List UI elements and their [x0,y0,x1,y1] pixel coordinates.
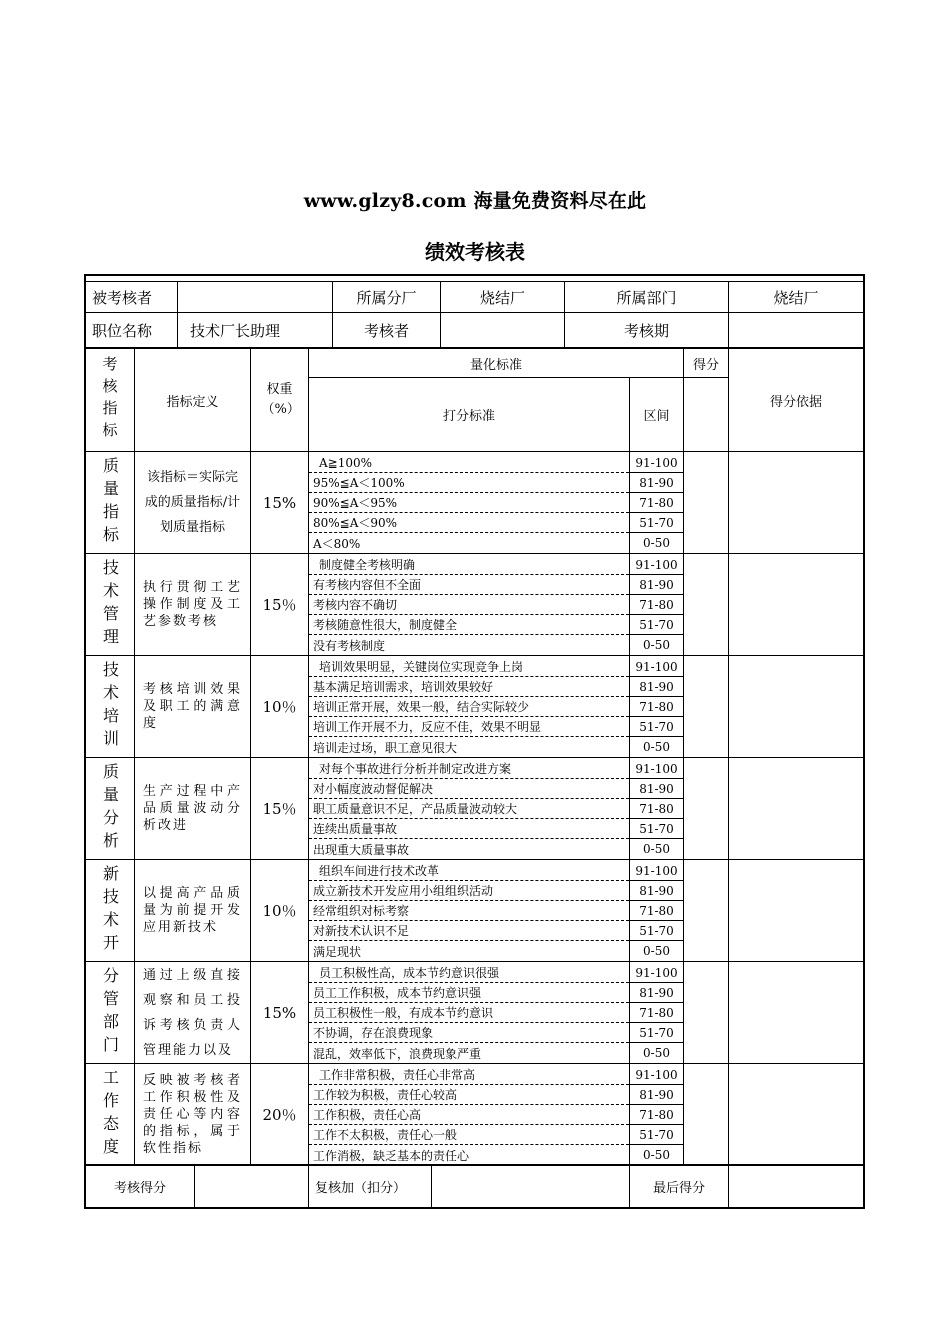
criterion-line [309,615,629,635]
criterion-line-text: 考核内容不确切 [313,598,398,612]
criterion-line-text: 员工积极性高，成本节约意识很强 [319,966,500,980]
criterion-line [309,493,629,513]
range-value-text: 81-90 [639,883,674,898]
range-value-text: 71-80 [639,801,674,816]
criterion-line-text: 培训工作开展不力，反应不佳，效果不明显 [313,720,542,734]
range-value-text: 81-90 [639,577,674,592]
range-value [630,1043,683,1063]
criterion-line [309,555,629,575]
criterion-line [309,473,629,493]
range-value [630,901,683,921]
row-basis-field-6[interactable] [729,1064,863,1165]
criterion-line [309,575,629,595]
row-indicator-2 [86,656,134,757]
range-value [630,759,683,779]
range-value [630,839,683,859]
criterion-line [309,963,629,983]
range-value-text: 51-70 [639,719,674,734]
range-value [630,1105,683,1125]
criterion-line-text: 工作不太积极，责任心一般 [313,1128,458,1142]
range-value [630,779,683,799]
row-score-field-6[interactable] [684,1064,728,1165]
range-value [630,657,683,677]
range-value-text: 91-100 [635,455,678,470]
range-value [630,983,683,1003]
row-definition-0-text: 该指标＝实际完成的质量指标/计划质量指标 [144,470,241,535]
evaluator-label-text: 考核者 [363,321,409,340]
criterion-line [309,881,629,901]
criterion-line-text: 职工质量意识不足，产品质量波动较大 [313,802,518,816]
position-value-text: 技术厂长助理 [190,321,281,340]
range-value [630,941,683,961]
evaluator-label [333,313,440,347]
criterion-line [309,901,629,921]
row-weight-4-text: 10％ [262,902,297,920]
review-adjust-field[interactable] [432,1166,629,1207]
row-weight-5-text: 15% [262,1003,297,1022]
col-definition-header [135,349,250,451]
range-value-text: 81-90 [639,1087,674,1102]
range-value [630,717,683,737]
criterion-line-text: 工作非常积极，责任心非常高 [319,1068,476,1082]
criterion-line-text: 工作消极，缺乏基本的责任心 [313,1148,470,1163]
criterion-line [309,657,629,677]
row-weight-2-text: 10％ [262,698,297,716]
final-score-field[interactable] [729,1166,863,1207]
evaluation-sheet [84,274,865,1209]
evaluatee-label [86,282,177,312]
row-score-field-5[interactable] [684,962,728,1063]
range-value-text: 0-50 [643,1046,670,1060]
range-value-text: 51-70 [639,821,674,836]
col-definition-header-text: 指标定义 [166,394,219,410]
criterion-line-text: 对小幅度波动督促解决 [313,782,434,796]
range-value-text: 71-80 [639,597,674,612]
criterion-line-text: 对每个事故进行分析并制定改进方案 [319,762,512,776]
range-value [630,533,683,553]
final-score-label-text: 最后得分 [652,1181,705,1196]
position-label-text: 职位名称 [92,321,153,340]
row-indicator-3 [86,758,134,859]
period-label-text: 考核期 [623,321,669,340]
total-score-label [86,1166,194,1207]
row-indicator-text: 新技术开 [100,864,120,957]
evaluatee-label-text: 被考核者 [92,288,153,307]
criterion-line [309,1023,629,1043]
row-basis-field-4[interactable] [729,860,863,961]
range-value-text: 71-80 [639,1005,674,1020]
col-range-header-text: 区间 [643,409,670,424]
criterion-line [309,1125,629,1145]
criterion-line-text: 培训效果明显，关键岗位实现竞争上岗 [319,660,524,674]
range-value [630,677,683,697]
col-quant-header [309,349,683,377]
branch-value [441,282,564,312]
row-indicator-5 [86,962,134,1063]
criterion-line [309,819,629,839]
range-value-text: 0-50 [643,842,670,856]
site-watermark-line: www.glzy8.com 海量免费资料尽在此 [303,190,647,212]
criterion-line-text: 工作积极，责任心高 [313,1108,422,1122]
range-value [630,799,683,819]
range-value [630,555,683,575]
range-value-text: 91-100 [635,557,678,572]
range-value-text: 51-70 [639,1025,674,1040]
col-weight-header [251,349,308,451]
range-value [630,881,683,901]
row-definition-4-text: 以提高产品质量为前提开发应用新技术 [143,886,242,935]
row-indicator-text: 质量指标 [100,456,120,549]
range-value-text: 81-90 [639,475,674,490]
range-value-text: 0-50 [643,536,670,550]
row-weight-6-text: 20％ [262,1106,297,1124]
range-value [630,963,683,983]
criterion-line [309,453,629,473]
range-value-text: 0-50 [643,740,670,754]
range-value [630,737,683,757]
branch-label-text: 所属分厂 [356,288,417,307]
row-indicator-1 [86,554,134,655]
col-scoring-header-text: 打分标准 [442,409,495,424]
range-value-text: 81-90 [639,781,674,796]
row-weight-4 [251,860,308,961]
range-value [630,453,683,473]
col-basis-header-text: 得分依据 [769,394,822,410]
range-value-text: 91-100 [635,1067,678,1082]
branch-label [333,282,440,312]
criterion-line-text: 不协调，存在浪费现象 [313,1026,434,1040]
criterion-line-text: 经常组织对标考察 [313,904,410,918]
criterion-line [309,1145,629,1165]
criterion-line-text: 满足现状 [313,944,362,959]
range-value [630,1065,683,1085]
position-label [86,313,177,347]
row-definition-5 [135,962,250,1063]
range-value [630,1085,683,1105]
range-value-text: 71-80 [639,699,674,714]
row-weight-0 [251,452,308,553]
criterion-line [309,1043,629,1063]
col-weight-header-text: 权重（%） [261,382,300,417]
col-indicator-text: 考核指标 [100,356,119,444]
criterion-line-text: 基本满足培训需求，培训效果较好 [313,680,494,694]
criterion-line-text: 混乱，效率低下，浪费现象严重 [313,1046,482,1061]
row-score-field-0[interactable] [684,452,728,553]
evaluatee-field[interactable] [178,282,332,312]
position-value [178,313,332,347]
row-weight-3 [251,758,308,859]
criterion-line [309,941,629,961]
range-value [630,473,683,493]
range-value-text: 91-100 [635,965,678,980]
row-basis-field-5[interactable] [729,962,863,1063]
criterion-line-text: 连续出质量事故 [313,822,398,836]
row-definition-6 [135,1064,250,1165]
criterion-line [309,595,629,615]
range-value [630,635,683,655]
row-indicator-4 [86,860,134,961]
criterion-line [309,697,629,717]
criterion-line [309,1003,629,1023]
range-value-text: 91-100 [635,659,678,674]
row-definition-3 [135,758,250,859]
row-definition-1 [135,554,250,655]
range-value-text: 81-90 [639,985,674,1000]
criterion-line [309,759,629,779]
criterion-line [309,533,629,553]
criterion-line [309,717,629,737]
row-indicator-0 [86,452,134,553]
range-value [630,493,683,513]
row-score-field-2[interactable] [684,656,728,757]
range-value-text: 0-50 [643,638,670,652]
criterion-line [309,635,629,655]
criterion-line-text: 90%≦A＜95% [313,496,398,510]
criterion-line-text: A≧100% [319,455,373,470]
row-score-field-4[interactable] [684,860,728,961]
criterion-line-text: 出现重大质量事故 [313,842,410,857]
range-value-text: 51-70 [639,515,674,530]
row-definition-2-text: 考核培训效果及职工的满意度 [143,682,242,731]
criterion-line [309,921,629,941]
range-value [630,921,683,941]
criterion-line [309,677,629,697]
criterion-line-text: 成立新技术开发应用小组组织活动 [313,884,494,898]
col-basis-header [729,349,863,451]
row-weight-1-text: 15％ [262,596,297,614]
col-scoring-header [309,378,629,451]
period-label [565,313,728,347]
criterion-line [309,1085,629,1105]
range-value-text: 0-50 [643,1148,670,1162]
row-weight-0-text: 15% [262,493,297,512]
row-indicator-text: 工作态度 [100,1068,120,1161]
branch-value-text: 烧结厂 [479,288,525,307]
dept-value [729,282,863,312]
col-indicator-header [86,349,134,451]
criterion-line-text: 没有考核制度 [313,638,386,653]
range-value [630,1125,683,1145]
row-indicator-text: 技术管理 [100,558,120,651]
range-value [630,615,683,635]
criterion-line-text: 对新技术认识不足 [313,924,410,938]
criterion-line-text: 有考核内容但不全面 [313,578,422,592]
range-value [630,819,683,839]
range-value [630,697,683,717]
row-indicator-text: 技术培训 [100,660,120,753]
criterion-line [309,1105,629,1125]
range-value-text: 51-70 [639,1127,674,1142]
criterion-line-text: 95%≦A＜100% [313,476,405,490]
row-definition-2 [135,656,250,757]
row-basis-field-1[interactable] [729,554,863,655]
row-definition-1-text: 执行贯彻工艺操作制度及工艺参数考核 [143,580,242,629]
review-adjust-label-text: 复核加（扣分） [315,1181,407,1196]
col-score-header [684,349,728,377]
row-definition-3-text: 生产过程中产品质量波动分析改进 [143,784,242,833]
range-value-text: 0-50 [643,944,670,958]
row-definition-6-text: 反映被考核者工作积极性及责任心等内容的指标，属于软性指标 [143,1073,242,1156]
row-weight-1 [251,554,308,655]
total-score-field[interactable] [195,1166,308,1207]
criterion-line [309,1065,629,1085]
criterion-line-text: 培训走过场，职工意见很大 [313,740,458,755]
col-range-header [630,378,683,451]
range-value [630,595,683,615]
range-value [630,513,683,533]
range-value-text: 91-100 [635,863,678,878]
criterion-line [309,861,629,881]
final-score-label [630,1166,728,1207]
range-value [630,1003,683,1023]
row-definition-0 [135,452,250,553]
criterion-line-text: 员工工作积极，成本节约意识强 [313,986,482,1000]
grid [86,276,863,1207]
dept-value-text: 烧结厂 [773,288,819,307]
range-value-text: 71-80 [639,495,674,510]
criterion-line-text: 组织车间进行技术改革 [319,864,440,878]
row-score-field-1[interactable] [684,554,728,655]
criterion-line-text: 培训正常开展，效果一般，结合实际较少 [313,700,530,714]
row-weight-2 [251,656,308,757]
criterion-line-text: 员工积极性一般，有成本节约意识 [313,1006,494,1020]
range-value [630,1145,683,1165]
total-score-label-text: 考核得分 [113,1181,166,1196]
evaluator-field[interactable] [441,313,564,347]
criterion-line [309,983,629,1003]
review-adjust-label [309,1166,431,1207]
row-indicator-6 [86,1064,134,1165]
range-value-text: 51-70 [639,923,674,938]
period-field[interactable] [729,313,863,347]
criterion-line [309,737,629,757]
criterion-line-text: 制度健全考核明确 [319,558,416,572]
col-quant-header-text: 量化标准 [469,357,522,373]
criterion-line-text: A＜80% [313,536,361,551]
row-definition-5-text: 通过上级直接观察和员工投诉考核负责人管理能力以及 [143,967,242,1058]
range-value-text: 51-70 [639,617,674,632]
row-weight-5 [251,962,308,1063]
range-value-text: 81-90 [639,679,674,694]
range-value [630,575,683,595]
row-indicator-text: 质量分析 [100,762,120,855]
range-value-text: 71-80 [639,1107,674,1122]
row-basis-field-2[interactable] [729,656,863,757]
row-basis-field-0[interactable] [729,452,863,553]
criterion-line-text: 工作较为积极，责任心较高 [313,1088,458,1102]
range-value-text: 91-100 [635,761,678,776]
criterion-line [309,513,629,533]
col-score-header-text: 得分 [692,357,719,373]
form-title: 绩效考核表 [425,240,525,264]
dept-label [565,282,728,312]
row-weight-6 [251,1064,308,1165]
criterion-line-text: 考核随意性很大，制度健全 [313,618,458,632]
range-value-text: 71-80 [639,903,674,918]
criterion-line [309,799,629,819]
row-weight-3-text: 15％ [262,800,297,818]
row-score-field-3[interactable] [684,758,728,859]
criterion-line [309,839,629,859]
row-indicator-text: 分管部门 [100,966,120,1059]
row-basis-field-3[interactable] [729,758,863,859]
criterion-line-text: 80%≦A＜90% [313,516,398,530]
range-value [630,861,683,881]
criterion-line [309,779,629,799]
range-value [630,1023,683,1043]
row-definition-4 [135,860,250,961]
dept-label-text: 所属部门 [616,288,677,307]
